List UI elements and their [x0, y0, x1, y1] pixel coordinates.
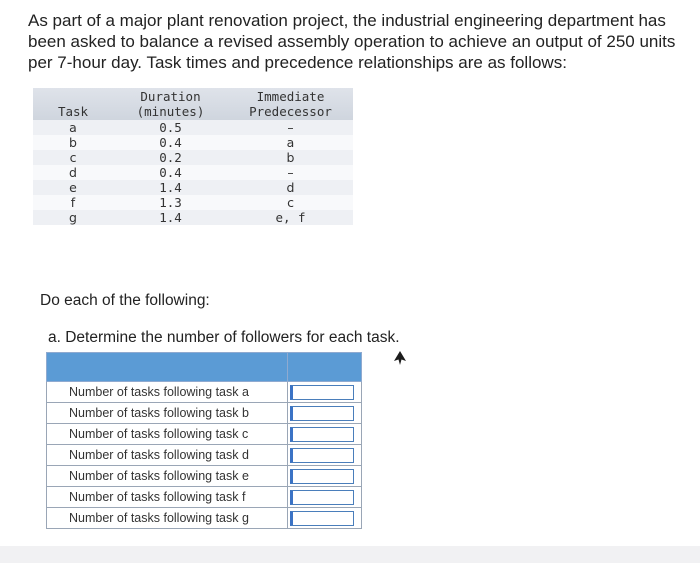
- duration-cell: 0.4: [113, 135, 228, 150]
- answer-row: [47, 487, 362, 508]
- answer-input-task-f[interactable]: [290, 490, 354, 505]
- answer-cell: [287, 424, 362, 445]
- task-cell: e: [33, 180, 113, 195]
- answer-input-task-g[interactable]: [290, 511, 354, 526]
- duration-cell: 1.3: [113, 195, 228, 210]
- predecessor-cell: c: [228, 195, 353, 210]
- answer-row: [47, 466, 362, 487]
- answer-label: Number of tasks following task g: [47, 508, 288, 529]
- task-table: [33, 88, 353, 225]
- table-row: [33, 180, 353, 195]
- answer-table-header: [47, 353, 362, 382]
- answer-label: Number of tasks following task f: [47, 487, 288, 508]
- predecessor-cell: e, f: [228, 210, 353, 225]
- table-row: [33, 135, 353, 150]
- answer-header-label-cell: [47, 353, 288, 382]
- header-predecessor: [228, 88, 353, 120]
- task-cell: c: [33, 150, 113, 165]
- answer-label: Number of tasks following task c: [47, 424, 288, 445]
- answer-input-task-c[interactable]: [290, 427, 354, 442]
- header-duration-line2: (minutes): [136, 104, 205, 119]
- answer-cell: [287, 445, 362, 466]
- task-cell: f: [33, 195, 113, 210]
- header-duration: [113, 88, 228, 120]
- answer-cell: [287, 466, 362, 487]
- header-task: [33, 88, 113, 120]
- header-predecessor-line2: Predecessor: [249, 104, 332, 119]
- part-a-question: a. Determine the number of followers for each task.: [48, 329, 400, 346]
- answer-label: Number of tasks following task a: [47, 382, 288, 403]
- mouse-cursor-icon: [393, 351, 407, 365]
- answer-cell: [287, 382, 362, 403]
- task-cell: a: [33, 120, 113, 135]
- answer-input-task-e[interactable]: [290, 469, 354, 484]
- table-row: [33, 165, 353, 180]
- task-table-header: [33, 88, 353, 120]
- problem-intro: As part of a major plant renovation project, the industrial engineering department has been asked to balance a revised assembly operation to achieve an output of 250 units per 7-hour day. Task times and precedence relationships are as follows:: [28, 11, 676, 72]
- answer-cell: [287, 508, 362, 529]
- predecessor-cell: d: [228, 180, 353, 195]
- answer-header-value-cell: [287, 353, 362, 382]
- answer-row: [47, 424, 362, 445]
- task-cell: g: [33, 210, 113, 225]
- table-row: [33, 195, 353, 210]
- header-duration-line1: Duration: [140, 89, 201, 104]
- answer-row: [47, 382, 362, 403]
- answer-row: [47, 445, 362, 466]
- duration-cell: 0.4: [113, 165, 228, 180]
- answer-table: [46, 352, 362, 529]
- task-cell: b: [33, 135, 113, 150]
- answer-row: [47, 403, 362, 424]
- answer-label: Number of tasks following task b: [47, 403, 288, 424]
- duration-cell: 1.4: [113, 180, 228, 195]
- duration-cell: 0.2: [113, 150, 228, 165]
- task-cell: d: [33, 165, 113, 180]
- answer-label: Number of tasks following task d: [47, 445, 288, 466]
- table-row: [33, 210, 353, 225]
- table-row: [33, 120, 353, 135]
- answer-input-task-d[interactable]: [290, 448, 354, 463]
- table-row: [33, 150, 353, 165]
- answer-row: [47, 508, 362, 529]
- bottom-background-strip: [0, 546, 700, 563]
- header-predecessor-line1: Immediate: [256, 89, 325, 104]
- predecessor-cell: –: [228, 120, 353, 135]
- predecessor-cell: b: [228, 150, 353, 165]
- answer-label: Number of tasks following task e: [47, 466, 288, 487]
- predecessor-cell: a: [228, 135, 353, 150]
- predecessor-cell: –: [228, 165, 353, 180]
- duration-cell: 0.5: [113, 120, 228, 135]
- header-task-label: Task: [57, 104, 89, 119]
- duration-cell: 1.4: [113, 210, 228, 225]
- instruction-text: Do each of the following:: [40, 292, 210, 309]
- answer-cell: [287, 487, 362, 508]
- answer-input-task-a[interactable]: [290, 385, 354, 400]
- answer-input-task-b[interactable]: [290, 406, 354, 421]
- answer-cell: [287, 403, 362, 424]
